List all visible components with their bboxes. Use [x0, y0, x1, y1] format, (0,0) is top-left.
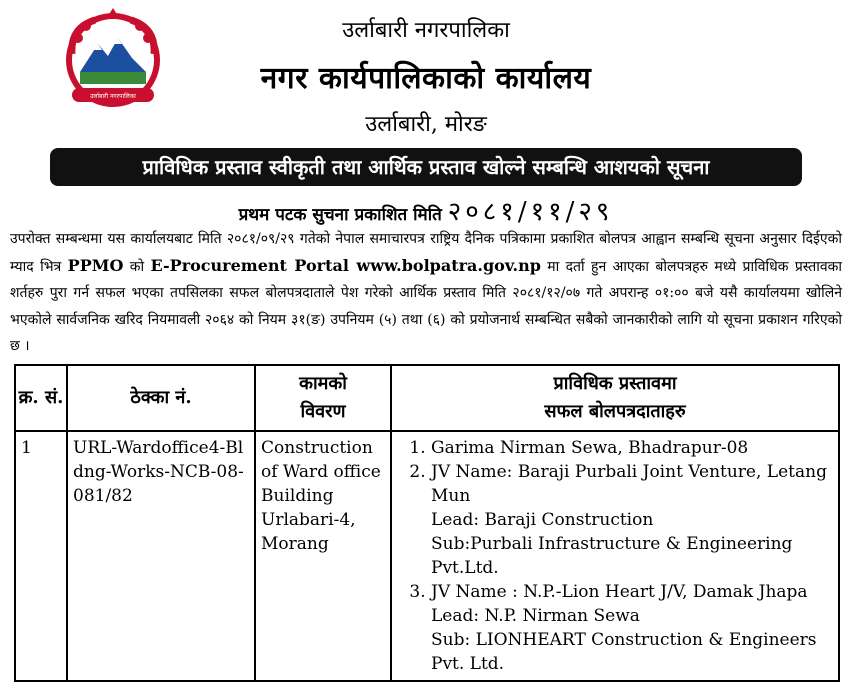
- table-header-row: [15, 365, 839, 431]
- bidder-item: 1. Garima Nirman Sewa, Bhadrapur-08: [431, 436, 833, 460]
- publication-line: [0, 192, 852, 228]
- bidder-item: 2. JV Name: Baraji Purbali Joint Venture, Letang Mun Lead: Baraji Construction Sub:Purbali Infrastructure & Engineering Pvt.Ltd.: [431, 460, 833, 580]
- header-work-description: कामको विवरण: [255, 365, 391, 431]
- municipality-name: उर्लाबारी नगरपालिका: [342, 18, 510, 43]
- bidder-item: 3. JV Name : N.P.-Lion Heart J/V, Damak Jhapa Lead: N.P. Nirman Sewa Sub: LIONHEART Construction & Engineers Pvt. Ltd.: [431, 580, 833, 676]
- body-part2: मा दर्ता हुन आएका बोलपत्रहरु मध्ये प्राविधिक प्रस्तावका शर्तहरु पुरा गर्न सफल भएका तपसिलका सफल बोलपत्रदाताले पेश गरेको आर्थिक प्रस्ताव मिति २०८१/१२/०७ गते अपरान्ह ०१:०० बजे यसै कार्यालयमा खोलिने भएकोले सार्वजनिक खरिद नियमावली २०६४ को नियम ३१(ङ) उपनियम (५) तथा (६) को प्रयोजनार्थ सम्बन्धित सबैको जानकारीको लागि यो सूचना प्रकाशन गरिएको छ ।: [10, 258, 843, 354]
- header-successful-bidders: प्राविधिक प्रस्तावमा सफल बोलपत्रदाताहरु: [391, 365, 839, 431]
- publication-date: २०८१/११/२९: [447, 197, 614, 227]
- header-sn: क्र. सं.: [15, 365, 67, 431]
- publication-label: प्रथम पटक सुचना प्रकाशित मिति: [238, 205, 442, 225]
- cell-contract-no: URL-Wardoffice4-Bldng-Works-NCB-08-081/82: [67, 431, 255, 681]
- body-ko: को: [129, 258, 145, 275]
- notice-title-banner: प्राविधिक प्रस्ताव स्वीकृती तथा आर्थिक प्रस्ताव खोल्ने सम्बन्धि आशयको सूचना: [50, 148, 802, 186]
- eprocurement-portal-link[interactable]: E-Procurement Portal www.bolpatra.gov.np: [150, 255, 541, 275]
- office-name: नगर कार्यपालिकाको कार्यालय: [260, 61, 592, 96]
- header-contract-no: ठेक्का नं.: [67, 365, 255, 431]
- successful-bidders-table: [14, 364, 840, 682]
- bidder-list: [397, 436, 833, 676]
- ppmo-text: PPMO: [67, 255, 124, 275]
- cell-bidders: [391, 431, 839, 681]
- emblem-ribbon-text: उर्लाबारी नगरपालिका: [90, 93, 136, 100]
- cell-work-description: Construction of Ward office Building Urlabari-4, Morang: [255, 431, 391, 681]
- table-row: [15, 431, 839, 681]
- cell-sn: 1: [15, 431, 67, 681]
- notice-body: [10, 226, 842, 360]
- office-location: उर्लाबारी, मोरङ: [365, 112, 487, 137]
- body-part1: उपरोक्त सम्बन्धमा यस कार्यालयबाट मिति २०८१/०९/२९ गतेको नेपाल समाचारपत्र राष्ट्रिय दैनिक पत्रिकामा प्रकाशित बोलपत्र आह्वान सम्बन्धि सूचना अनुसार दिईएको म्याद भित्र: [10, 231, 842, 275]
